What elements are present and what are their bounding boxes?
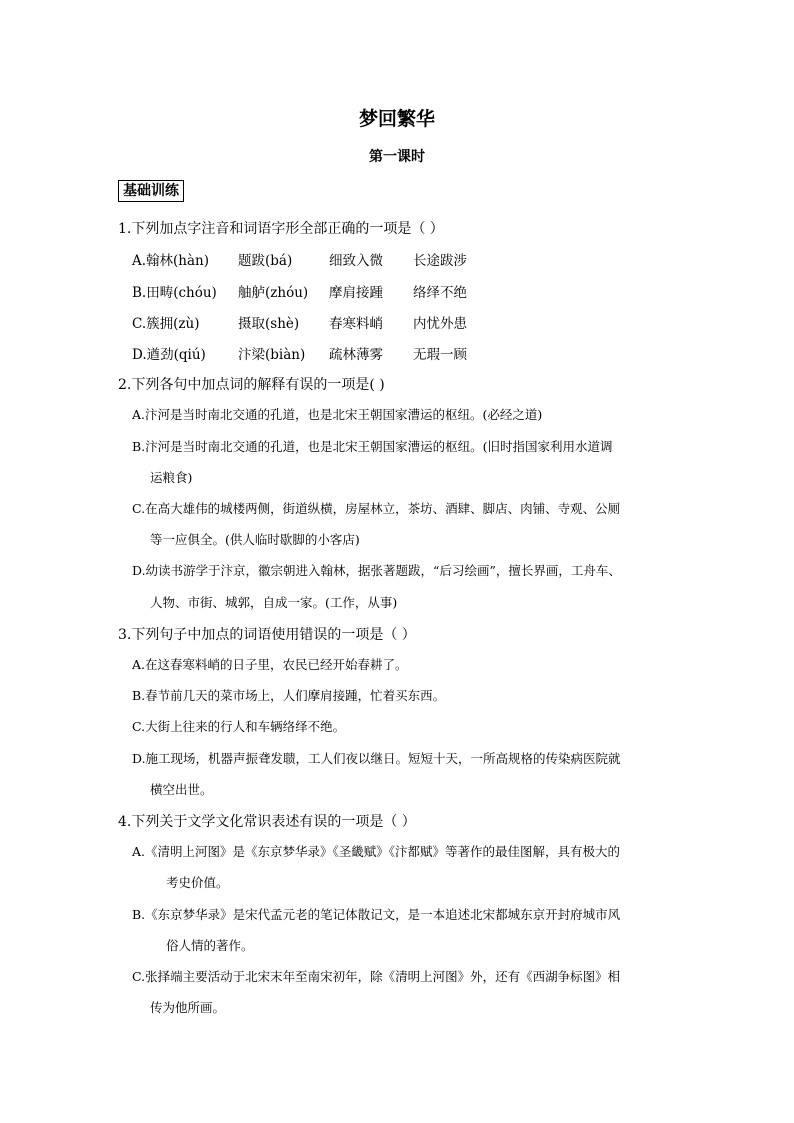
option-cell: 无瑕一顾: [413, 347, 467, 363]
option-cell: 疏林薄雾: [329, 347, 383, 363]
question-1-option-b: [132, 281, 467, 301]
option-cell: B.田畴(chóu): [132, 285, 217, 301]
option-cell: 细致入微: [329, 253, 383, 269]
question-4-stem: 4.下列关于文学文化常识表述有误的一项是（ ）: [118, 814, 416, 830]
section-label: 基础训练: [118, 180, 184, 202]
option-cell: D.遒劲(qiú): [132, 347, 206, 363]
option-cell: 舳舻(zhóu): [238, 285, 309, 301]
question-4-option-a-cont: 考史价值。: [166, 875, 229, 890]
question-2-option-d: D.幼读书游学于汴京，徽宗朝进入翰林，据张著题跋，“后习绘画”，擅长界画，工舟车、: [132, 563, 621, 578]
option-cell: A.翰林(hàn): [132, 253, 210, 269]
question-1-stem: 1.下列加点字注音和词语字形全部正确的一项是（ ）: [118, 221, 444, 237]
question-2-option-b: B.汴河是当时南北交通的孔道，也是北宋王朝国家漕运的枢纽。(旧时指国家利用水道调: [132, 439, 613, 454]
question-3-option-a: A.在这春寒料峭的日子里，农民已经开始春耕了。: [132, 657, 408, 672]
question-3-option-d: D.施工现场，机器声振聋发聩，工人们夜以继日。短短十天，一所高规格的传染病医院就: [132, 751, 621, 766]
option-cell: 内忧外患: [413, 316, 467, 332]
question-3-stem: 3.下列句子中加点的词语使用错误的一项是（ ）: [118, 627, 416, 643]
option-cell: 摩肩接踵: [329, 285, 383, 301]
option-cell: 络绎不绝: [413, 285, 467, 301]
question-1-option-d: [132, 343, 467, 363]
option-cell: 摄取(shè): [238, 316, 300, 332]
question-3-option-b: B.春节前几天的菜市场上，人们摩肩接踵，忙着买东西。: [132, 688, 446, 703]
option-cell: 长途跋涉: [413, 253, 467, 269]
question-2-option-c-cont: 等一应俱全。(供人临时歇脚的小客店): [150, 532, 360, 547]
option-cell: 汴梁(biàn): [238, 347, 306, 363]
question-2-option-a: A.汴河是当时南北交通的孔道，也是北宋王朝国家漕运的枢纽。(必经之道): [132, 407, 543, 422]
question-4-option-b-cont: 俗人情的著作。: [166, 938, 254, 953]
question-2-option-b-cont: 运粮食): [150, 470, 193, 485]
question-2-option-d-cont: 人物、市街、城郭，自成一家。(工作，从事): [150, 595, 398, 610]
question-3-option-c: C.大街上往来的行人和车辆络绎不绝。: [132, 719, 346, 734]
question-2-option-c: C.在高大雄伟的城楼两侧，街道纵横，房屋林立，茶坊、酒肆、脚店、肉铺、寺观、公厕: [132, 501, 621, 516]
page-subtitle: 第一课时: [369, 149, 425, 165]
question-4-option-a: A.《清明上河图》是《东京梦华录》《圣畿赋》《汴都赋》等著作的最佳图解，具有极大的: [132, 844, 621, 859]
question-1-option-a: [132, 249, 467, 269]
option-cell: C.簇拥(zù): [132, 316, 200, 332]
question-4-option-c: C.张择端主要活动于北宋末年至南宋初年，除《清明上河图》外，还有《西湖争标图》相: [132, 969, 621, 984]
question-4-option-b: B.《东京梦华录》是宋代孟元老的笔记体散记文，是一本追述北宋都城东京开封府城市风: [132, 907, 621, 922]
question-4-option-c-cont: 传为他所画。: [150, 1000, 226, 1015]
option-cell: 题跋(bá): [238, 253, 293, 269]
question-2-stem: 2.下列各句中加点词的解释有误的一项是( ): [118, 377, 385, 393]
question-1-option-c: [132, 312, 467, 332]
question-3-option-d-cont: 横空出世。: [150, 782, 213, 797]
page-title: 梦回繁华: [358, 108, 435, 130]
option-cell: 春寒料峭: [329, 316, 383, 332]
